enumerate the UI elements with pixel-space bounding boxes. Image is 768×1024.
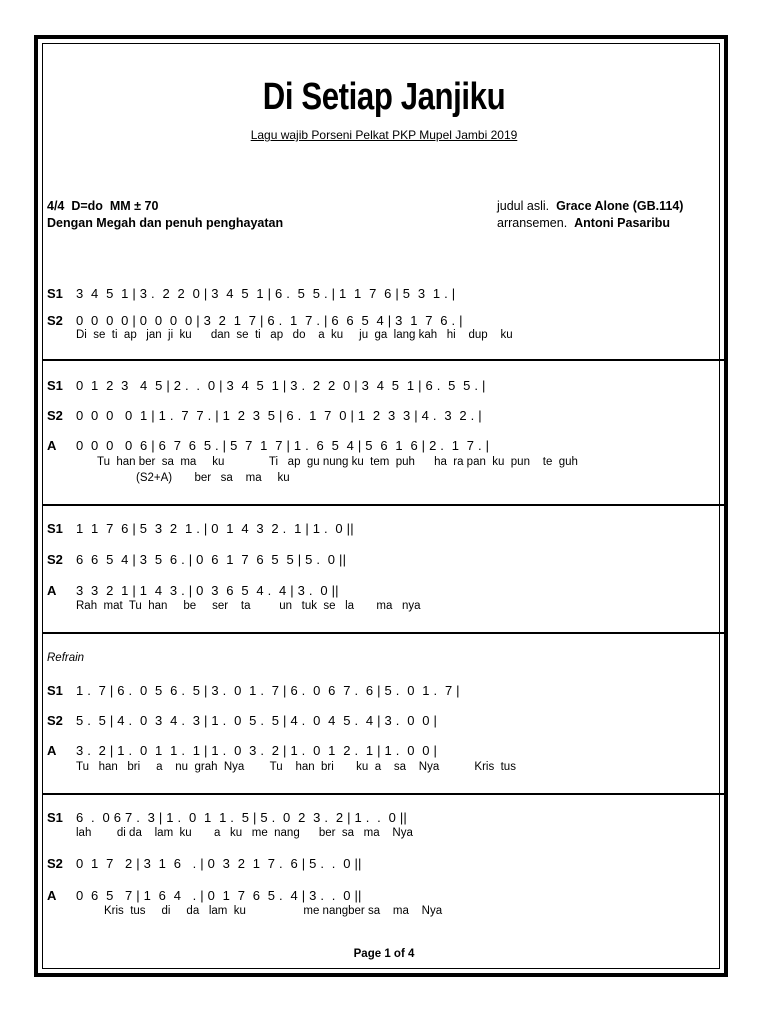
- system-divider: [42, 793, 724, 795]
- song-title: Di Setiap Janjiku: [262, 76, 506, 118]
- voice-label: S1: [47, 521, 63, 536]
- lyric-line: Tu han ber sa ma ku Ti ap gu nung ku tem puh ha ra pan ku pun te guh: [97, 456, 578, 468]
- notation-row: 0 0 0 0 1 | 1 . 7 7 . | 1 2 3 5 | 6 . 1 7 0 | 1 2 3 3 | 4 . 3 2 . |: [76, 408, 482, 423]
- notation-row: 6 . 0 6 7 . 3 | 1 . 0 1 1 . 5 | 5 . 0 2 3 . 2 | 1 . . 0 ||: [76, 810, 407, 825]
- notation-row: 0 0 0 0 6 | 6 7 6 5 . | 5 7 1 7 | 1 . 6 5 4 | 5 6 1 6 | 2 . 1 7 . |: [76, 438, 490, 453]
- original-title-value: Grace Alone (GB.114): [556, 199, 684, 213]
- lyric-line: Rah mat Tu han be ser ta un tuk se la ma nya: [76, 600, 421, 612]
- original-title: [497, 199, 683, 213]
- voice-label: S1: [47, 286, 63, 301]
- arranger-label: arransemen.: [497, 216, 568, 230]
- system-divider: [42, 632, 724, 634]
- voice-label: S2: [47, 313, 63, 328]
- system-divider: [42, 359, 724, 361]
- notation-row: 6 6 5 4 | 3 5 6 . | 0 6 1 7 6 5 5 | 5 . 0 ||: [76, 552, 347, 567]
- voice-label: A: [47, 583, 57, 598]
- notation-row: 0 0 0 0 | 0 0 0 0 | 3 2 1 7 | 6 . 1 7 . | 6 6 5 4 | 3 1 7 6 . |: [76, 313, 463, 328]
- refrain-label: Refrain: [47, 652, 85, 664]
- notation-row: 1 1 7 6 | 5 3 2 1 . | 0 1 4 3 2 . 1 | 1 . 0 ||: [76, 521, 354, 536]
- tempo-key: 4/4 D=do MM ± 70: [47, 199, 159, 213]
- notation-row: 0 1 2 3 4 5 | 2 . . 0 | 3 4 5 1 | 3 . 2 2 0 | 3 4 5 1 | 6 . 5 5 . |: [76, 378, 486, 393]
- lyric-line: Tu han bri a nu grah Nya Tu han bri ku a sa Nya Kris tus: [76, 761, 516, 773]
- voice-label: S2: [47, 713, 63, 728]
- system-divider: [42, 504, 724, 506]
- notation-row: 3 3 2 1 | 1 4 3 . | 0 3 6 5 4 . 4 | 3 . 0 ||: [76, 583, 339, 598]
- notation-row: 0 6 5 7 | 1 6 4 . | 0 1 7 6 5 . 4 | 3 . . 0 ||: [76, 888, 362, 903]
- lyric-line: Kris tus di da lam ku me nangber sa ma Nya: [104, 905, 443, 917]
- page-number: Page 1 of 4: [353, 948, 415, 960]
- lyric-line: lah di da lam ku a ku me nang ber sa ma Nya: [76, 827, 413, 839]
- voice-label: S1: [47, 810, 63, 825]
- voice-label: A: [47, 743, 57, 758]
- notation-row: 3 . 2 | 1 . 0 1 1 . 1 | 1 . 0 3 . 2 | 1 . 0 1 2 . 1 | 1 . 0 0 |: [76, 743, 438, 758]
- arranger-value: Antoni Pasaribu: [574, 216, 670, 230]
- voice-label: S2: [47, 408, 63, 423]
- voice-label: S1: [47, 683, 63, 698]
- notation-row: 5 . 5 | 4 . 0 3 4 . 3 | 1 . 0 5 . 5 | 4 . 0 4 5 . 4 | 3 . 0 0 |: [76, 713, 438, 728]
- voice-label: S2: [47, 552, 63, 567]
- notation-row: 0 1 7 2 | 3 1 6 . | 0 3 2 1 7 . 6 | 5 . . 0 ||: [76, 856, 362, 871]
- original-title-label: judul asli.: [497, 199, 550, 213]
- song-subtitle: Lagu wajib Porseni Pelkat PKP Mupel Jambi 2019: [250, 128, 518, 142]
- notation-row: 3 4 5 1 | 3 . 2 2 0 | 3 4 5 1 | 6 . 5 5 . | 1 1 7 6 | 5 3 1 . |: [76, 286, 456, 301]
- lyric-line: (S2+A) ber sa ma ku: [136, 472, 290, 484]
- arranger: [497, 216, 670, 230]
- voice-label: S2: [47, 856, 63, 871]
- expression-mark: Dengan Megah dan penuh penghayatan: [47, 216, 284, 230]
- notation-row: 1 . 7 | 6 . 0 5 6 . 5 | 3 . 0 1 . 7 | 6 . 0 6 7 . 6 | 5 . 0 1 . 7 |: [76, 683, 460, 698]
- lyric-line: Di se ti ap jan ji ku dan se ti ap do a ku ju ga lang kah hi dup ku: [76, 329, 513, 341]
- voice-label: A: [47, 888, 57, 903]
- voice-label: S1: [47, 378, 63, 393]
- voice-label: A: [47, 438, 57, 453]
